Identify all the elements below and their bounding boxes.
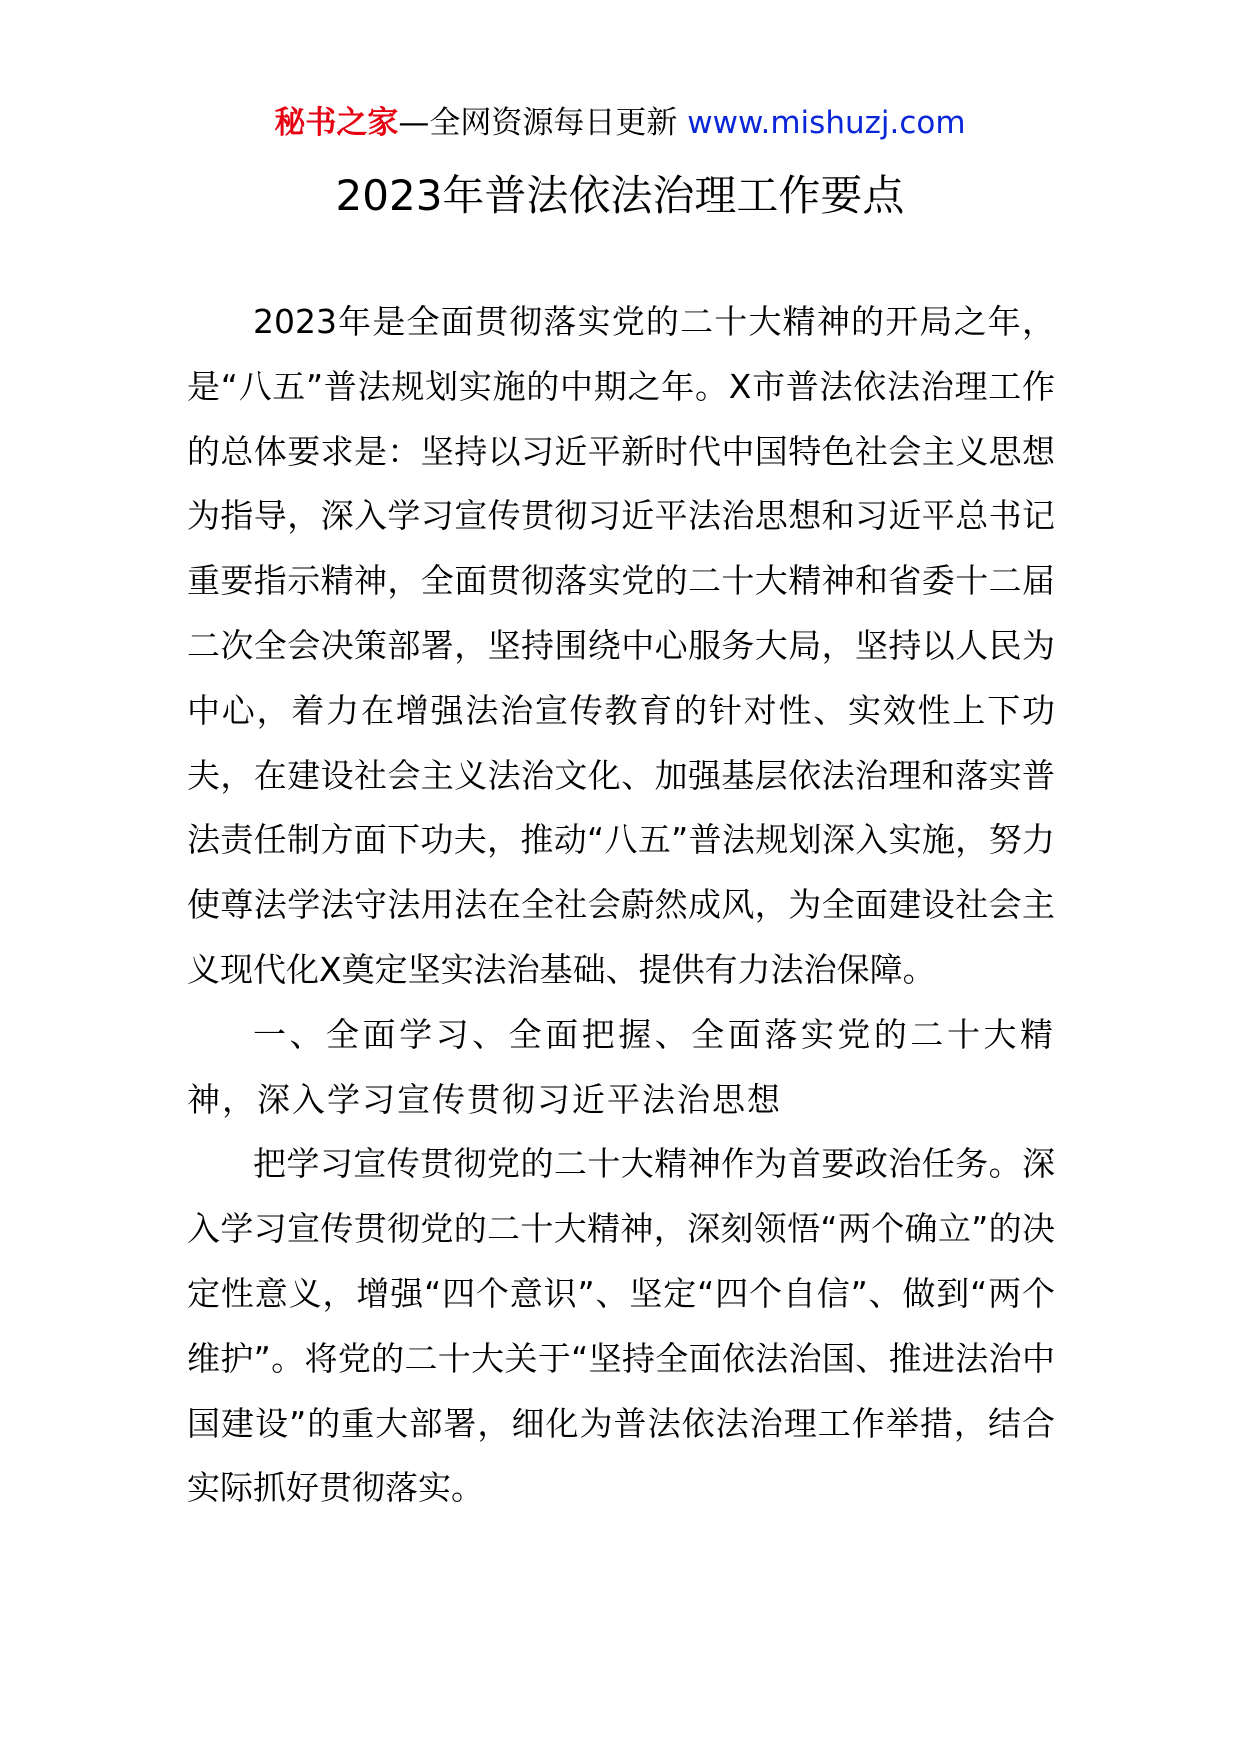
document-body [187,290,1055,1521]
header-tagline: —全网资源每日更新 [398,105,678,141]
document-title: 2023年普法依法治理工作要点 [335,171,905,220]
section-heading-1: 一、全面学习、全面把握、全面落实党的二十大精神，深入学习宣传贯彻习近平法治思想 [187,1014,1055,1119]
paragraph-intro: 2023年是全面贯彻落实党的二十大精神的开局之年，是“八五”普法规划实施的中期之年。X市普法依法治理工作的总体要求是：坚持以习近平新时代中国特色社会主义思想为指导，深入学习宣传贯彻习近平法治思想和习近平总书记重要指示精神，全面贯彻落实党的二十大精神和省委十二届二次全会决策部署，坚持围绕中心服务大局，坚持以人民为中心，着力在增强法治宣传教育的针对性、实效性上下功夫，在建设社会主义法治文化、加强基层依法治理和落实普法责任制方面下功夫，推动“八五”普法规划深入实施，努力使尊法学法守法用法在全社会蔚然成风，为全面建设社会主义现代化X奠定坚实法治基础、提供有力法治保障。 [187,302,1055,989]
brand-name: 秘书之家 [274,105,399,141]
watermark-header [0,100,1240,146]
header-url-link[interactable]: www.mishuzj.com [687,105,966,141]
paragraph-section-1: 把学习宣传贯彻党的二十大精神作为首要政治任务。深入学习宣传贯彻党的二十大精神，深刻领悟“两个确立”的决定性意义，增强“四个意识”、坚定“四个自信”、做到“两个维护”。将党的二十大关于“坚持全面依法治国、推进法治中国建设”的重大部署，细化为普法依法治理工作举措，结合实际抓好贯彻落实。 [187,1144,1055,1508]
